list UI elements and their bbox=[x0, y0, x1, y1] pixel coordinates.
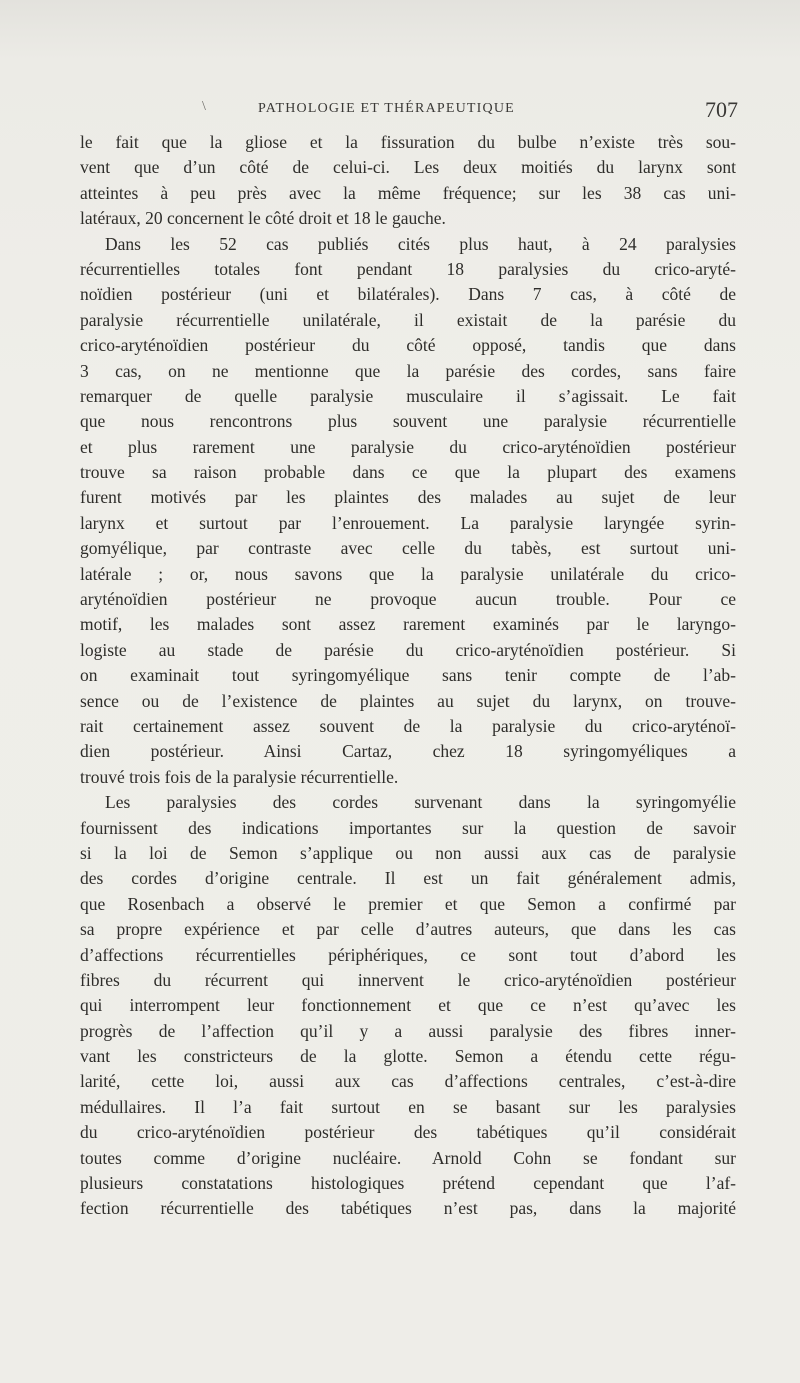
text-line: rait certainement assez souvent de la paralysie du crico-aryténoï- bbox=[80, 715, 736, 736]
text-line: larynx et surtout par l’enrouement. La paralysie laryngée syrin- bbox=[80, 512, 736, 533]
text-line: le fait que la gliose et la fissuration du bulbe n’existe très sou- bbox=[80, 132, 736, 152]
text-line: remarquer de quelle paralysie musculaire il s’agissait. Le fait bbox=[80, 385, 736, 406]
text-line: trouvé trois fois de la paralysie récurrentielle. bbox=[80, 766, 399, 787]
text-line: vent que d’un côté de celui-ci. Les deux moitiés du larynx sont bbox=[80, 157, 736, 178]
text-line: larité, cette loi, aussi aux cas d’affections centrales, c’est-à-dire bbox=[80, 1071, 736, 1092]
text-line: récurrentielles totales font pendant 18 paralysies du crico-aryté- bbox=[80, 258, 736, 279]
text-line: atteintes à peu près avec la même fréquence; sur les 38 cas uni- bbox=[80, 182, 736, 203]
text-line: qui interrompent leur fonctionnement et que ce n’est qu’avec les bbox=[80, 995, 736, 1016]
text-line: logiste au stade de parésie du crico-aryténoïdien postérieur. Si bbox=[80, 639, 736, 660]
text-line: plusieurs constatations histologiques prétend cependant que l’af- bbox=[80, 1173, 736, 1194]
text-line: fibres du récurrent qui innervent le crico-aryténoïdien postérieur bbox=[80, 969, 736, 990]
text-line: noïdien postérieur (uni et bilatérales). Dans 7 cas, à côté de bbox=[80, 284, 736, 305]
text-line: motif, les malades sont assez rarement examinés par le laryngo- bbox=[80, 614, 736, 635]
text-line: on examinait tout syringomyélique sans tenir compte de l’ab- bbox=[80, 665, 736, 686]
text-line: fournissent des indications importantes sur la question de savoir bbox=[80, 817, 736, 838]
text-line: progrès de l’affection qu’il y a aussi paralysie des fibres inner- bbox=[80, 1020, 736, 1041]
text-line: que nous rencontrons plus souvent une paralysie récurrentielle bbox=[80, 411, 736, 432]
text-line: paralysie récurrentielle unilatérale, il existait de la parésie du bbox=[80, 309, 736, 330]
running-head bbox=[80, 97, 740, 121]
paragraph-first-line: Les paralysies des cordes survenant dans la syringomyélie bbox=[105, 792, 736, 813]
text-line: médullaires. Il l’a fait surtout en se basant sur les paralysies bbox=[80, 1096, 736, 1117]
text-line: latérale ; or, nous savons que la paralysie unilatérale du crico- bbox=[80, 563, 736, 584]
paragraph-first-line: Dans les 52 cas publiés cités plus haut, à 24 paralysies bbox=[105, 233, 736, 254]
text-line: gomyélique, par contraste avec celle du tabès, est surtout uni- bbox=[80, 538, 736, 559]
text-line: dien postérieur. Ainsi Cartaz, chez 18 syringomyéliques a bbox=[80, 741, 736, 762]
text-line: latéraux, 20 concernent le côté droit et 18 le gauche. bbox=[80, 208, 446, 229]
text-line: des cordes d’origine centrale. Il est un fait généralement admis, bbox=[80, 868, 736, 889]
text-line: et plus rarement une paralysie du crico-aryténoïdien postérieur bbox=[80, 436, 736, 457]
text-line: que Rosenbach a observé le premier et que Semon a confirmé par bbox=[80, 893, 736, 914]
margin-mark: \ bbox=[202, 99, 206, 114]
text-line: d’affections récurrentielles périphériques, ce sont tout d’abord les bbox=[80, 944, 736, 965]
text-line: si la loi de Semon s’applique ou non aussi aux cas de paralysie bbox=[80, 842, 736, 863]
body-text bbox=[80, 130, 736, 1222]
text-line: trouve sa raison probable dans ce que la plupart des examens bbox=[80, 462, 736, 483]
text-line: toutes comme d’origine nucléaire. Arnold Cohn se fondant sur bbox=[80, 1147, 736, 1168]
text-line: sa propre expérience et par celle d’autres auteurs, que dans les cas bbox=[80, 919, 736, 940]
running-title: PATHOLOGIE ET THÉRAPEUTIQUE bbox=[258, 101, 515, 116]
text-line: vant les constricteurs de la glotte. Semon a étendu cette régu- bbox=[80, 1046, 736, 1067]
text-line: sence ou de l’existence de plaintes au sujet du larynx, on trouve- bbox=[80, 690, 736, 711]
text-line: aryténoïdien postérieur ne provoque aucun trouble. Pour ce bbox=[80, 589, 736, 610]
text-line: 3 cas, on ne mentionne que la parésie des cordes, sans faire bbox=[80, 360, 736, 381]
text-line: furent motivés par les plaintes des malades au sujet de leur bbox=[80, 487, 736, 508]
text-line: crico-aryténoïdien postérieur du côté opposé, tandis que dans bbox=[80, 335, 736, 356]
text-line: fection récurrentielle des tabétiques n’est pas, dans la majorité bbox=[80, 1198, 736, 1219]
text-line: du crico-aryténoïdien postérieur des tabétiques qu’il considérait bbox=[80, 1122, 736, 1143]
page-number: 707 bbox=[705, 97, 738, 122]
